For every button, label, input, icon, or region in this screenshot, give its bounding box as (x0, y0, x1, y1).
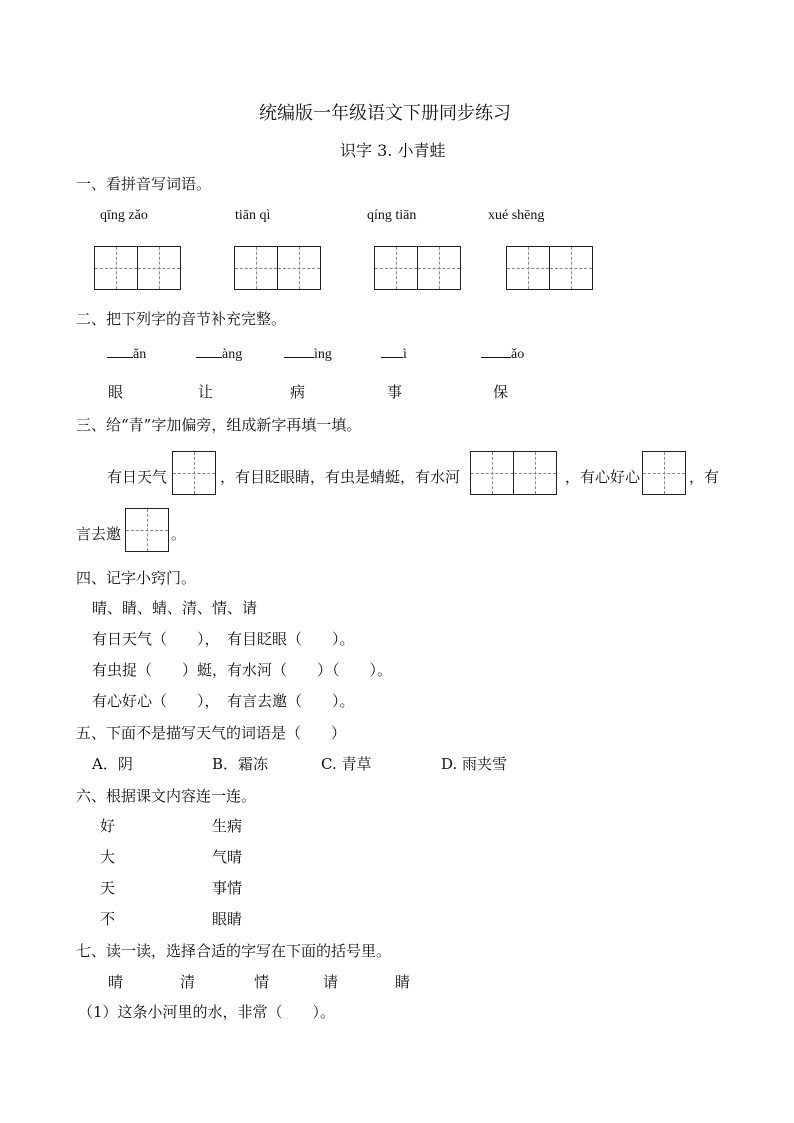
tianzige-cell[interactable] (549, 246, 593, 290)
syllable-blank-4[interactable]: ì (381, 343, 407, 363)
section-6-heading: 六、根据课文内容连一连。 (76, 787, 257, 805)
section-2-heading: 二、把下列字的音节补充完整。 (76, 310, 287, 328)
tianzige-cell[interactable] (172, 451, 216, 495)
option-b[interactable]: B．霜冻 (212, 755, 269, 773)
tianzige-pair-3[interactable] (374, 246, 461, 290)
choice-char-4: 请 (323, 973, 339, 991)
section-7-question-1: （1）这条小河里的水，非常（ ）。 (78, 1003, 336, 1021)
choice-char-1: 晴 (108, 973, 124, 991)
section-5-heading: 五、下面不是描写天气的词语是（ ） (76, 724, 347, 742)
choice-char-2: 清 (180, 973, 196, 991)
fill-text-5: 言去邀 (76, 525, 122, 543)
choice-char-5: 睛 (395, 973, 411, 991)
fill-box-3[interactable] (642, 451, 686, 495)
syllable-char-3: 病 (290, 383, 306, 401)
match-right-4[interactable]: 眼睛 (212, 910, 243, 928)
tianzige-pair-1[interactable] (94, 246, 181, 290)
match-right-1[interactable]: 生病 (212, 817, 243, 835)
match-right-3[interactable]: 事情 (212, 879, 243, 897)
syllable-char-5: 保 (493, 383, 509, 401)
tianzige-cell[interactable] (417, 246, 461, 290)
match-left-3[interactable]: 天 (100, 879, 116, 897)
tianzige-cell[interactable] (513, 451, 557, 495)
fill-text-6: 。 (171, 525, 187, 543)
tianzige-cell[interactable] (277, 246, 321, 290)
match-left-1[interactable]: 好 (100, 817, 116, 835)
section-3-heading: 三、给“青”字加偏旁，组成新字再填一填。 (76, 416, 362, 434)
section-4-line-2: 有虫捉（ ）蜓，有水河（ ）（ ）。 (92, 661, 393, 679)
fill-text-2: ，有目眨眼睛，有虫是蜻蜓，有水河 (220, 468, 461, 486)
section-4-line-1: 有日天气（ ）， 有目眨眼（ ）。 (92, 630, 355, 648)
fill-text-4: ，有 (689, 468, 720, 486)
option-c[interactable]: C. 青草 (321, 755, 372, 773)
match-right-2[interactable]: 气晴 (212, 848, 243, 866)
syllable-blank-5[interactable]: ǎo (481, 343, 524, 363)
section-4-chars: 晴、睛、蜻、清、情、请 (92, 599, 258, 617)
fill-box-2[interactable] (470, 451, 557, 495)
tianzige-cell[interactable] (234, 246, 278, 290)
choice-char-3: 情 (254, 973, 270, 991)
section-1-heading: 一、看拼音写词语。 (76, 175, 212, 193)
tianzige-cell[interactable] (506, 246, 550, 290)
tianzige-cell[interactable] (94, 246, 138, 290)
match-left-4[interactable]: 不 (100, 910, 116, 928)
fill-box-4[interactable] (125, 508, 169, 552)
pinyin-4: xué shēng (488, 208, 545, 223)
section-7-heading: 七、读一读，选择合适的字写在下面的括号里。 (76, 942, 392, 960)
pinyin-1: qīng zǎo (100, 208, 148, 223)
option-a[interactable]: A．阴 (92, 755, 133, 773)
tianzige-pair-4[interactable] (506, 246, 593, 290)
fill-box-1[interactable] (172, 451, 216, 495)
tianzige-cell[interactable] (374, 246, 418, 290)
pinyin-3: qíng tiān (367, 208, 417, 223)
tianzige-cell[interactable] (125, 508, 169, 552)
syllable-char-1: 眼 (108, 383, 124, 401)
page-subtitle: 识字 3. 小青蛙 (340, 141, 446, 160)
page-title: 统编版一年级语文下册同步练习 (259, 103, 511, 124)
option-d[interactable]: D. 雨夹雪 (441, 755, 508, 773)
fill-text-3: ，有心好心 (565, 468, 641, 486)
tianzige-cell[interactable] (642, 451, 686, 495)
syllable-char-2: 让 (198, 383, 214, 401)
section-4-line-3: 有心好心（ ）， 有言去邀（ ）。 (92, 692, 355, 710)
syllable-blank-3[interactable]: ìng (284, 343, 332, 363)
fill-text-1: 有日天气 (107, 468, 168, 486)
section-4-heading: 四、记字小窍门。 (76, 569, 197, 587)
syllable-blank-1[interactable]: ǎn (107, 343, 146, 363)
syllable-blank-2[interactable]: àng (196, 343, 242, 363)
tianzige-pair-2[interactable] (234, 246, 321, 290)
tianzige-cell[interactable] (137, 246, 181, 290)
tianzige-cell[interactable] (470, 451, 514, 495)
syllable-char-4: 事 (387, 383, 403, 401)
pinyin-2: tiān qì (235, 208, 271, 223)
match-left-2[interactable]: 大 (100, 848, 116, 866)
